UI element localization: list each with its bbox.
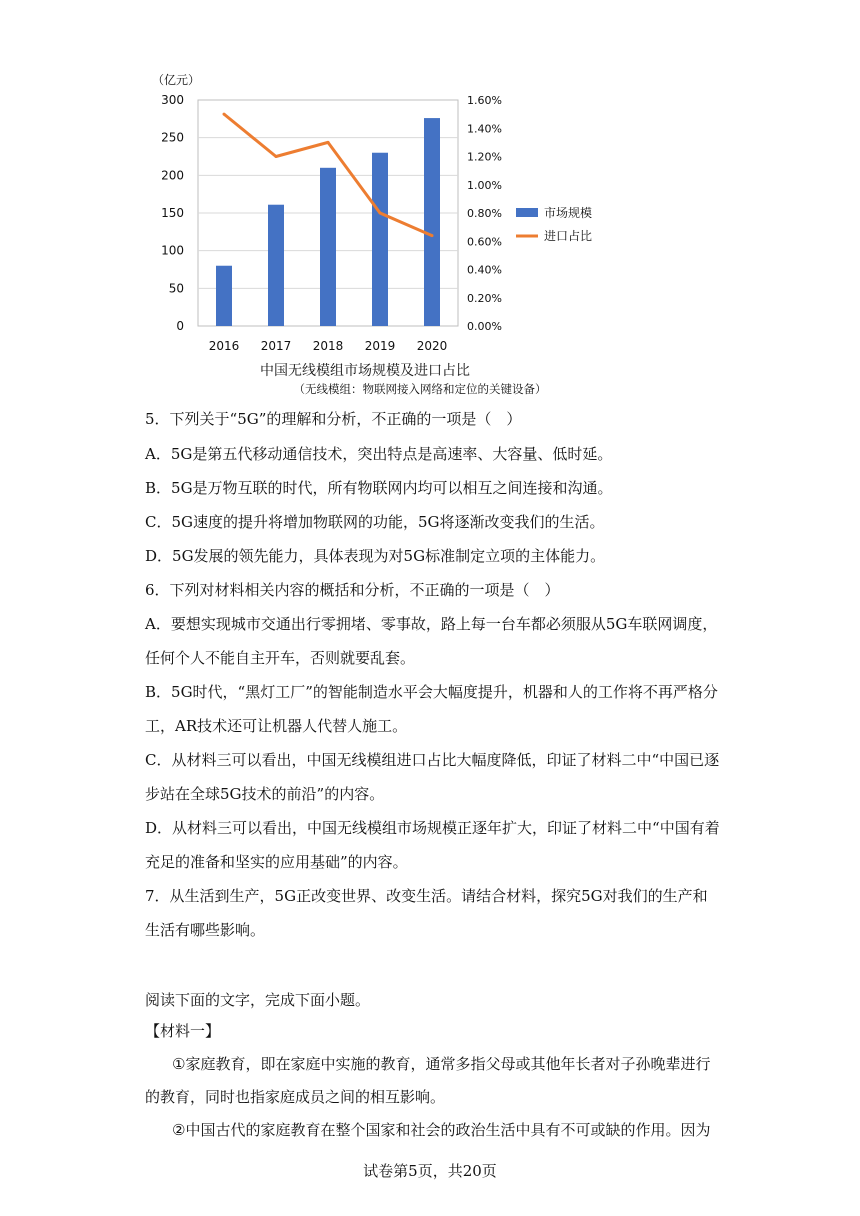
- y-tick-label: 150: [161, 206, 184, 220]
- x-tick-label: 2020: [416, 339, 448, 353]
- line-point: [223, 113, 226, 116]
- y2-tick-label: 0.20%: [467, 291, 502, 305]
- material-paragraph-2-line1: ②中国古代的家庭教育在整个国家和社会的政治生活中具有不可或缺的作用。因为: [172, 1121, 711, 1139]
- option-6c-line1: C．从材料三可以看出，中国无线模组进口占比大幅度降低，印证了材料二中“中国已逐: [145, 751, 720, 769]
- y-tick-label: 300: [161, 93, 184, 107]
- option-6c-line2: 步站在全球5G技术的前沿”的内容。: [145, 785, 385, 803]
- option-5b: B．5G是万物互联的时代，所有物联网内均可以相互之间连接和沟通。: [145, 479, 613, 497]
- chart-subtitle: （无线模组：物联网接入网络和定位的关键设备）: [293, 382, 547, 396]
- option-5d: D．5G发展的领先能力，具体表现为对5G标准制定立项的主体能力。: [145, 547, 606, 565]
- legend-swatch-bar: [516, 208, 538, 217]
- market-chart: [140, 60, 660, 405]
- y-tick-label: 250: [161, 130, 184, 145]
- bar: [372, 153, 388, 326]
- x-tick-label: 2019: [364, 339, 396, 353]
- option-5c: C．5G速度的提升将增加物联网的功能，5G将逐渐改变我们的生活。: [145, 513, 605, 531]
- x-tick-label: 2016: [208, 339, 240, 353]
- option-6d-line2: 充足的准备和坚实的应用基础”的内容。: [145, 853, 408, 871]
- option-6a-line2: 任何个人不能自主开车，否则就要乱套。: [145, 649, 416, 667]
- question-6: 6．下列对材料相关内容的概括和分析，不正确的一项是（ ）: [145, 581, 560, 599]
- line-point: [275, 155, 278, 158]
- y2-tick-label: 0.40%: [467, 263, 502, 277]
- legend-label-line: 进口占比: [544, 229, 593, 243]
- option-6a-line1: A．要想实现城市交通出行零拥堵、零事故，路上每一台车都必须服从5G车联网调度，: [145, 615, 718, 633]
- legend-label-bar: 市场规模: [544, 206, 593, 220]
- bar: [424, 118, 440, 326]
- material-paragraph-1-line2: 的教育，同时也指家庭成员之间的相互影响。: [145, 1088, 446, 1106]
- question-5: 5．下列关于“5G”的理解和分析，不正确的一项是（ ）: [145, 410, 522, 428]
- line-point: [379, 212, 382, 215]
- question-7-line2: 生活有哪些影响。: [145, 921, 266, 939]
- bar: [268, 205, 284, 326]
- y-unit-label: （亿元）: [152, 73, 201, 87]
- material-heading: 【材料一】: [145, 1022, 221, 1040]
- question-7-line1: 7．从生活到生产，5G正改变世界、改变生活。请结合材料，探究5G对我们的生产和: [145, 887, 708, 905]
- chart-svg: [140, 60, 660, 405]
- y-tick-label: 100: [161, 243, 184, 258]
- line-point: [431, 234, 434, 237]
- y-tick-label: 200: [161, 168, 184, 183]
- y2-tick-label: 0.60%: [467, 235, 502, 249]
- y2-tick-label: 1.60%: [467, 94, 502, 107]
- y2-tick-label: 1.40%: [467, 122, 502, 136]
- x-tick-label: 2017: [260, 339, 292, 353]
- option-6b-line1: B．5G时代，“黑灯工厂”的智能制造水平会大幅度提升，机器和人的工作将不再严格分: [145, 683, 718, 701]
- y-tick-label: 50: [168, 281, 184, 296]
- material-paragraph-1-line1: ①家庭教育，即在家庭中实施的教育，通常多指父母或其他年长者对子孙晚辈进行: [172, 1055, 711, 1073]
- bar: [216, 266, 232, 326]
- y2-tick-label: 0.80%: [467, 207, 502, 220]
- option-5a: A．5G是第五代移动通信技术，突出特点是高速率、大容量、低时延。: [145, 445, 613, 463]
- page-footer: 试卷第5页，共20页: [363, 1162, 497, 1180]
- y2-tick-label: 1.20%: [467, 150, 502, 164]
- line-point: [327, 141, 330, 144]
- x-tick-label: 2018: [312, 339, 344, 353]
- bar: [320, 168, 336, 326]
- y2-tick-label: 0.00%: [467, 320, 502, 333]
- y2-tick-label: 1.00%: [467, 178, 502, 192]
- option-6d-line1: D．从材料三可以看出，中国无线模组市场规模正逐年扩大，印证了材料二中“中国有着: [145, 819, 720, 837]
- option-6b-line2: 工，AR技术还可让机器人代替人施工。: [145, 717, 408, 735]
- reading-instruction: 阅读下面的文字，完成下面小题。: [145, 991, 371, 1009]
- y-tick-label: 0: [176, 319, 184, 333]
- chart-title: 中国无线模组市场规模及进口占比: [260, 363, 470, 379]
